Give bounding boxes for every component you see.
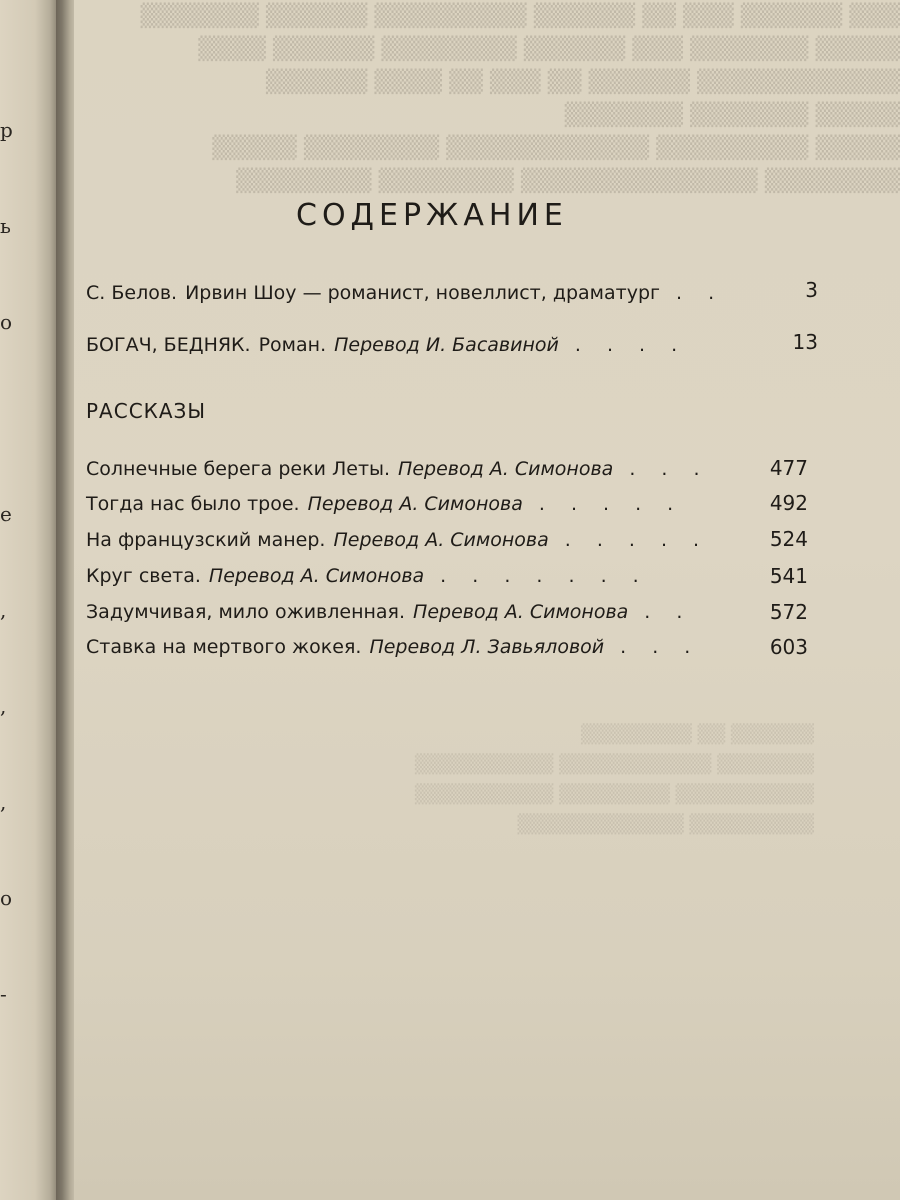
story-page-number: 477	[769, 456, 808, 480]
edge-char: ь	[0, 214, 11, 238]
edge-char: -	[0, 982, 7, 1006]
edge-char: ,	[0, 694, 7, 718]
story-leader-dots: . . . . .	[564, 529, 710, 551]
entry-translator: Перевод И. Басавиной	[334, 334, 559, 356]
story-title: Солнечные берега реки Леты.	[86, 458, 391, 480]
story-title: Ставка на мертвого жокея.	[86, 636, 362, 658]
entry-kind: Роман.	[258, 334, 327, 356]
left-page-text-fragments	[0, 50, 14, 1074]
entry-leader-dots: . . . .	[574, 334, 688, 356]
entry-leader-dots: . .	[676, 282, 725, 304]
story-translator: Перевод А. Симонова	[398, 458, 614, 480]
story-leader-dots: . . .	[629, 458, 710, 480]
section-heading-stories: РАССКАЗЫ	[86, 399, 207, 423]
toc-entry-story[interactable]	[86, 636, 700, 658]
toc-entry-story[interactable]	[86, 601, 692, 623]
story-translator: Перевод А. Симонова	[333, 529, 549, 551]
story-leader-dots: . . . . . . .	[440, 565, 649, 587]
story-title: Круг света.	[86, 565, 201, 587]
entry-page-number: 13	[792, 330, 818, 354]
show-through-texture-lower: ▒▒▒▒▒▒ ▒▒ ▒▒▒▒▒▒▒▒ ▒▒▒▒▒▒▒ ▒▒▒▒▒▒▒▒▒▒▒ ▒▒▒▒▒▒▒▒▒▒ ▒▒▒▒▒▒▒▒▒▒ ▒▒▒▒▒▒▒▒ ▒▒▒▒▒▒▒▒▒▒ ▒▒▒▒▒▒▒▒▒ ▒▒▒▒▒▒▒▒▒▒▒▒	[414, 724, 814, 835]
story-page-number: 524	[769, 527, 808, 551]
entry-title: Ирвин Шоу — романист, новеллист, драматург	[185, 282, 660, 304]
story-leader-dots: . .	[644, 601, 693, 623]
toc-entry-novel[interactable]	[86, 334, 687, 356]
toc-entry-story[interactable]	[86, 493, 683, 515]
edge-char: ,	[0, 790, 7, 814]
story-page-number: 603	[769, 635, 808, 659]
entry-title: БОГАЧ, БЕДНЯК.	[86, 334, 251, 356]
story-title: Задумчивая, мило оживленная.	[86, 601, 406, 623]
story-translator: Перевод А. Симонова	[208, 565, 425, 587]
story-leader-dots: . . .	[620, 636, 701, 658]
entry-author: С. Белов.	[86, 282, 178, 304]
edge-char: о	[0, 310, 13, 334]
story-page-number: 572	[769, 600, 808, 624]
edge-char: ,	[0, 598, 7, 622]
story-translator: Перевод А. Симонова	[307, 493, 523, 515]
edge-char	[0, 402, 14, 434]
story-title: На французский манер.	[86, 529, 326, 551]
left-page-edge	[0, 0, 58, 1200]
toc-entry-story[interactable]	[86, 565, 649, 587]
story-translator: Перевод А. Симонова	[413, 601, 629, 623]
edge-char: е	[0, 502, 12, 526]
story-leader-dots: . . . . .	[538, 493, 684, 515]
story-page-number: 541	[769, 564, 808, 588]
story-title: Тогда нас было трое.	[86, 493, 300, 515]
toc-entry-introduction[interactable]	[86, 282, 724, 304]
story-page-number: 492	[769, 491, 808, 515]
entry-page-number: 3	[805, 278, 818, 302]
toc-entry-story[interactable]	[86, 458, 710, 480]
page-title: СОДЕРЖАНИЕ	[296, 198, 568, 233]
show-through-texture: ▒▒▒ ▒▒▒▒▒▒ ▒▒▒ ▒▒ ▒▒▒▒▒▒ ▒▒▒▒▒▒▒▒▒ ▒▒▒▒▒▒ ▒▒▒▒▒▒▒ ▒▒▒▒▒ ▒▒▒▒▒▒▒ ▒▒▒ ▒▒▒▒▒▒ ▒▒▒▒▒▒▒▒ ▒▒▒▒▒▒ ▒▒▒▒ ▒▒▒▒▒▒▒▒▒▒▒▒ ▒▒▒▒▒▒ ▒▒ ▒▒▒ ▒▒ ▒▒▒▒ ▒▒▒▒▒▒ ▒▒▒▒▒ ▒▒▒▒▒▒▒ ▒▒▒▒▒▒▒ ▒▒▒▒▒ ▒▒▒▒▒▒▒▒▒ ▒▒▒▒▒▒▒▒▒▒▒▒ ▒▒▒▒▒▒▒▒ ▒▒▒▒▒ ▒▒▒▒▒▒▒▒ ▒▒▒▒▒▒▒▒▒▒▒▒▒▒ ▒▒▒▒▒▒▒▒ ▒▒▒▒▒▒▒▒	[140, 4, 900, 194]
story-translator: Перевод Л. Завьяловой	[369, 636, 605, 658]
toc-entry-story[interactable]	[86, 529, 709, 551]
edge-char: р	[0, 118, 13, 142]
edge-char: о	[0, 886, 13, 910]
